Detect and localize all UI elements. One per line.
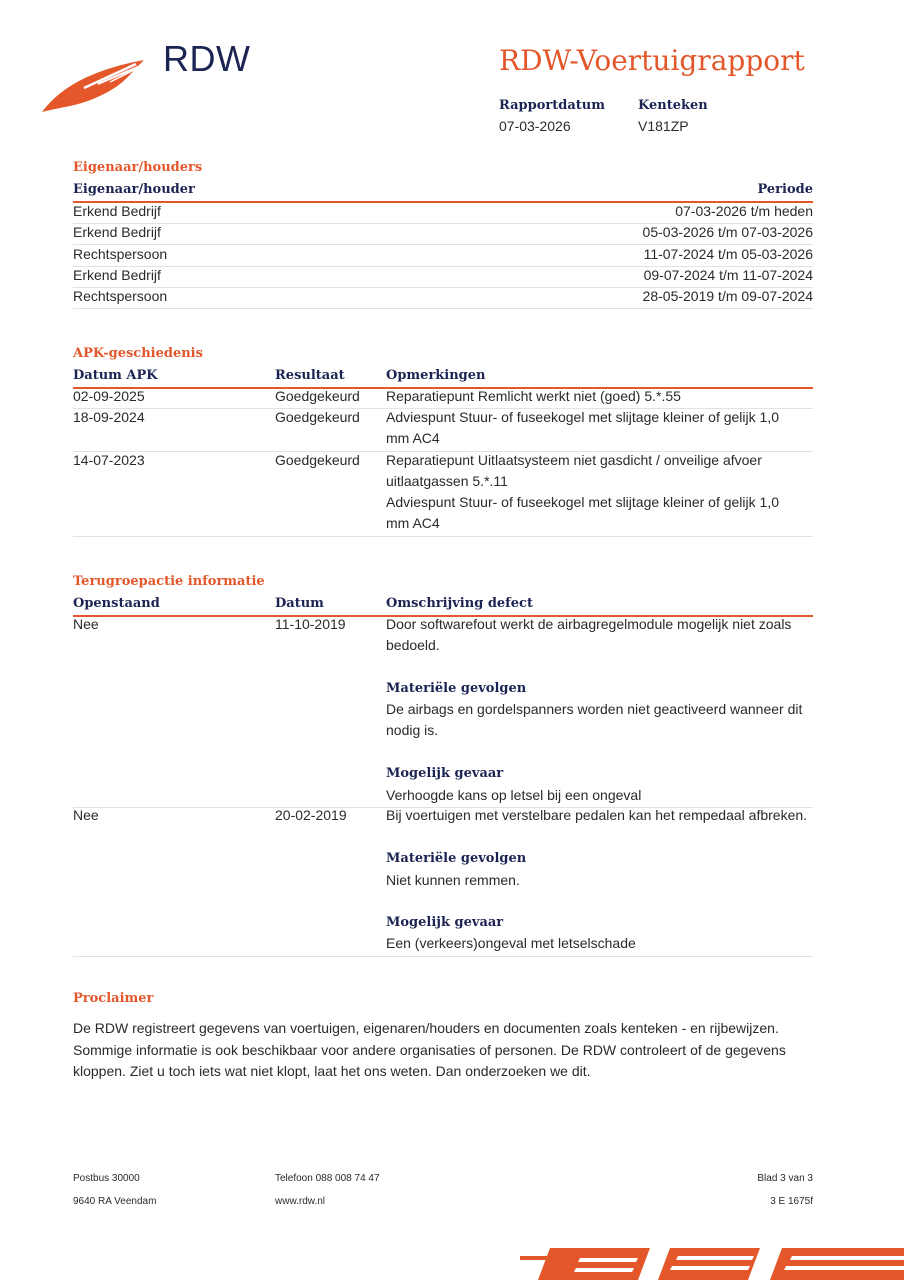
apk-date: 18-09-2024: [73, 409, 145, 425]
period-cell: 09-07-2024 t/m 11-07-2024: [643, 267, 813, 283]
apk-remark-line: Adviespunt Stuur- of fuseekogel met slijtage kleiner of gelijk 1,0: [386, 409, 779, 425]
footer-website[interactable]: www.rdw.nl: [275, 1196, 326, 1207]
danger-label: Mogelijk gevaar: [386, 915, 504, 930]
consequences-line: nodig is.: [386, 722, 439, 738]
apk-remark-line: Reparatiepunt Uitlaatsysteem niet gasdicht / onveilige afvoer: [386, 452, 762, 468]
apk-result: Goedgekeurd: [275, 409, 360, 425]
recall-open: Nee: [73, 616, 99, 632]
report-date: 07-03-2026: [499, 118, 571, 134]
danger-label: Mogelijk gevaar: [386, 766, 504, 781]
apk-date: 02-09-2025: [73, 388, 145, 404]
owner-cell: Erkend Bedrijf: [73, 267, 161, 283]
proclaimer-line: De RDW registreert gegevens van voertuigen, eigenaren/houders en documenten zoals kenteken - en rijbewijzen.: [73, 1020, 779, 1036]
footer-page: Blad 3 van 3: [757, 1173, 813, 1184]
recall-col-open: Openstaand: [73, 596, 160, 611]
report-date-label: Rapportdatum: [499, 98, 605, 113]
owner-cell: Rechtspersoon: [73, 246, 168, 262]
footer-postcode: 9640 RA Veendam: [73, 1196, 157, 1207]
footer-postbus: Postbus 30000: [73, 1173, 140, 1184]
recall-col-desc: Omschrijving defect: [386, 596, 533, 611]
consequences-line: Niet kunnen remmen.: [386, 872, 520, 888]
owner-cell: Erkend Bedrijf: [73, 224, 161, 240]
consequences-label: Materiële gevolgen: [386, 681, 527, 696]
recall-date: 11-10-2019: [275, 616, 346, 632]
owners-section-title: Eigenaar/houders: [73, 160, 203, 175]
period-cell: 05-03-2026 t/m 07-03-2026: [642, 224, 813, 240]
row-divider: [73, 956, 813, 957]
period-cell: 28-05-2019 t/m 09-07-2024: [642, 288, 813, 304]
proclaimer-title: Proclaimer: [73, 991, 154, 1006]
apk-col-date: Datum APK: [73, 368, 158, 383]
apk-result: Goedgekeurd: [275, 388, 360, 404]
period-cell: 11-07-2024 t/m 05-03-2026: [643, 246, 813, 262]
recall-desc-line: bedoeld.: [386, 637, 440, 653]
apk-remark-line: mm AC4: [386, 515, 440, 531]
apk-col-result: Resultaat: [275, 368, 345, 383]
owners-col-owner: Eigenaar/houder: [73, 182, 195, 197]
footer-code: 3 E 1675f: [770, 1196, 813, 1207]
recall-open: Nee: [73, 807, 99, 823]
footer-stripes-icon: [520, 1244, 904, 1280]
apk-remark-line: Reparatiepunt Remlicht werkt niet (goed) 5.*.55: [386, 388, 681, 404]
owner-cell: Rechtspersoon: [73, 288, 168, 304]
plate-label: Kenteken: [638, 98, 708, 113]
apk-remark-line: uitlaatgassen 5.*.11: [386, 473, 508, 489]
owner-cell: Erkend Bedrijf: [73, 203, 161, 219]
danger-text: Verhoogde kans op letsel bij een ongeval: [386, 787, 642, 803]
apk-section-title: APK-geschiedenis: [73, 346, 203, 361]
owners-col-period: Periode: [757, 182, 813, 197]
row-divider: [73, 536, 813, 537]
rdw-logo-icon: [40, 58, 150, 116]
recall-desc-line: Door softwarefout werkt de airbagregelmodule mogelijk niet zoals: [386, 616, 792, 632]
apk-result: Goedgekeurd: [275, 452, 360, 468]
consequences-label: Materiële gevolgen: [386, 851, 527, 866]
period-cell: 07-03-2026 t/m heden: [675, 203, 813, 219]
consequences-line: De airbags en gordelspanners worden niet geactiveerd wanneer dit: [386, 701, 803, 717]
recall-section-title: Terugroepactie informatie: [73, 574, 265, 589]
row-divider: [73, 308, 813, 309]
proclaimer-line: Sommige informatie is ook beschikbaar voor andere organisaties of personen. De RDW controleert of de gegevens: [73, 1042, 786, 1058]
proclaimer-line: kloppen. Ziet u toch iets wat niet klopt, laat het ons weten. Dan onderzoeken we dit.: [73, 1063, 591, 1079]
recall-date: 20-02-2019: [275, 807, 347, 823]
recall-col-date: Datum: [275, 596, 324, 611]
footer-phone: Telefoon 088 008 74 47: [275, 1173, 380, 1184]
apk-remark-line: mm AC4: [386, 430, 440, 446]
plate-value: V181ZP: [638, 118, 689, 134]
logo-text: RDW: [163, 38, 251, 79]
danger-text: Een (verkeers)ongeval met letselschade: [386, 935, 636, 951]
apk-remark-line: Adviespunt Stuur- of fuseekogel met slijtage kleiner of gelijk 1,0: [386, 494, 779, 510]
apk-date: 14-07-2023: [73, 452, 145, 468]
apk-col-remarks: Opmerkingen: [386, 368, 486, 383]
page-title: RDW-Voertuigrapport: [499, 44, 805, 77]
recall-desc-line: Bij voertuigen met verstelbare pedalen kan het rempedaal afbreken.: [386, 807, 808, 823]
